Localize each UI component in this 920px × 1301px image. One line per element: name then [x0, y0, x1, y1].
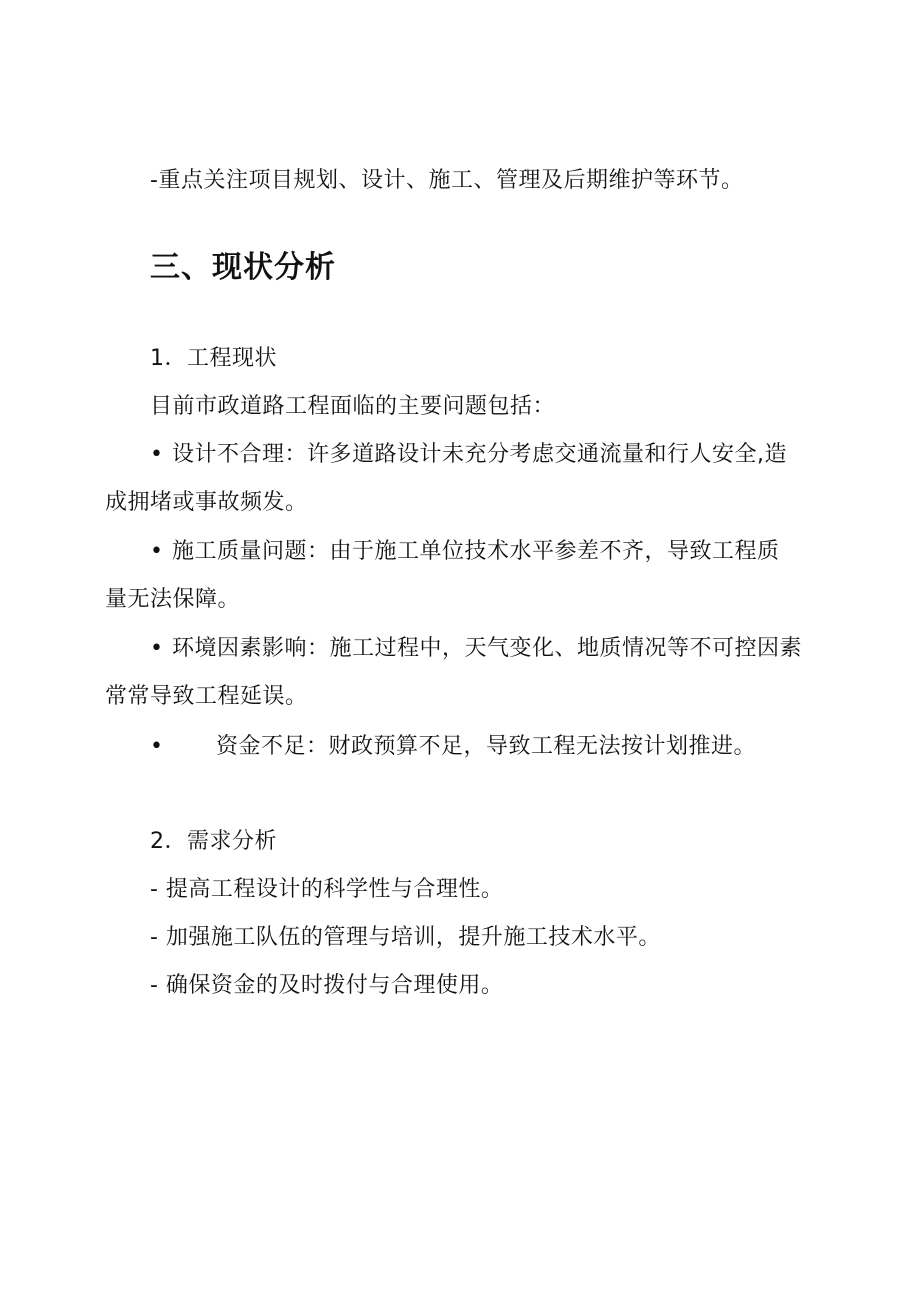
list-item-text: 设计不合理：许多道路设计未充分考虑交通流量和行人安全,造 — [172, 442, 787, 467]
list-item-continuation: 成拥堵或事故频发。 — [105, 490, 308, 515]
list-item-continuation: 常常导致工程延误。 — [105, 684, 308, 709]
list-item: - 加强施工队伍的管理与培训，提升施工技术水平。 — [150, 925, 661, 950]
list-item-text: 资金不足：财政预算不足，导致工程无法按计划推进。 — [216, 734, 757, 759]
list-item — [150, 440, 787, 470]
section-heading: 三、现状分析 — [150, 250, 336, 285]
bullet-icon: • — [150, 636, 164, 661]
list-item-text: 环境因素影响：施工过程中，天气变化、地质情况等不可控因素 — [172, 636, 803, 661]
list-item-continuation: 量无法保障。 — [105, 587, 241, 612]
list-item — [150, 634, 802, 664]
bullet-icon: • — [150, 734, 164, 759]
subsection-heading: 1．工程现状 — [150, 346, 277, 371]
lead-paragraph: 目前市政道路工程面临的主要问题包括： — [150, 394, 556, 419]
intro-line: -重点关注项目规划、设计、施工、管理及后期维护等环节。 — [150, 168, 744, 193]
bullet-icon: • — [150, 539, 164, 564]
list-item: - 提高工程设计的科学性与合理性。 — [150, 877, 504, 902]
list-item — [150, 537, 780, 567]
list-item — [150, 732, 756, 762]
list-item-text: 施工质量问题：由于施工单位技术水平参差不齐，导致工程质 — [172, 539, 780, 564]
subsection-heading: 2．需求分析 — [150, 829, 277, 854]
list-item: - 确保资金的及时拨付与合理使用。 — [150, 973, 504, 998]
bullet-icon: • — [150, 442, 164, 467]
